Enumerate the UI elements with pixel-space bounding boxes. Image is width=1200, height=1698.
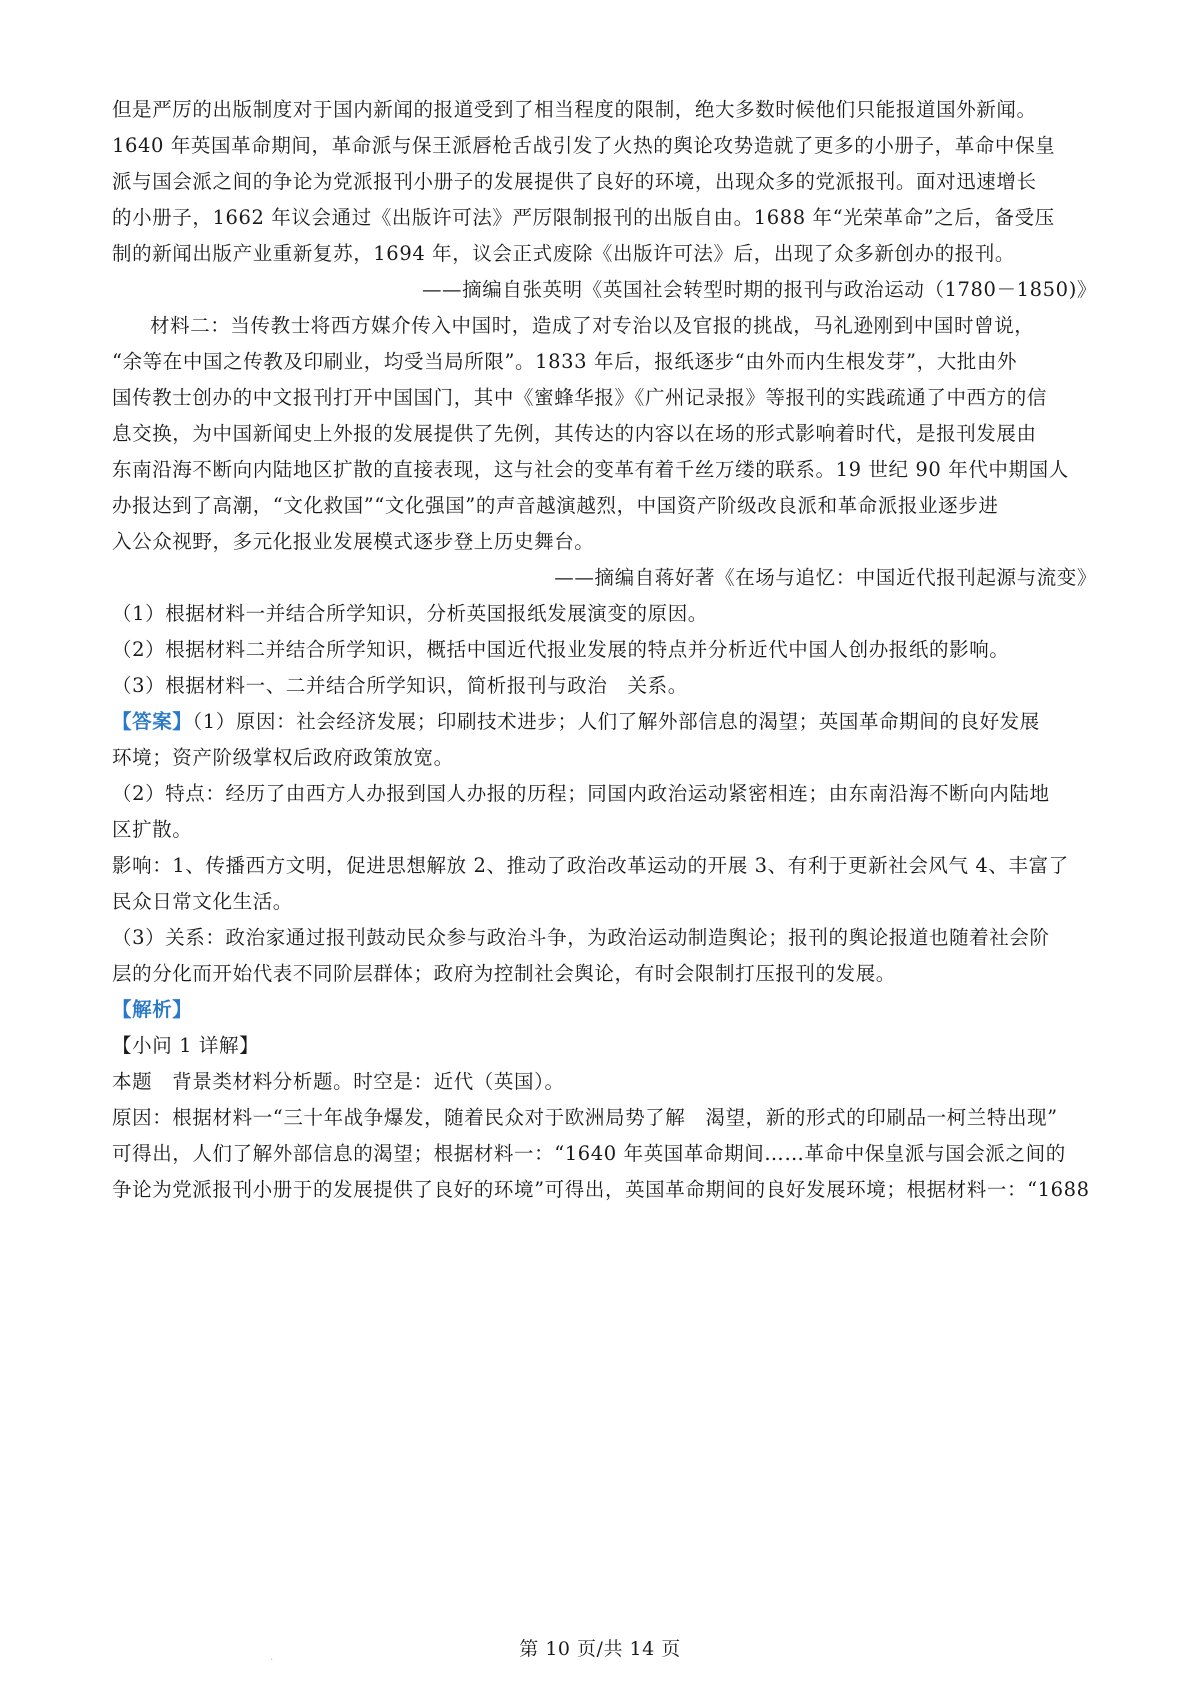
answer-line: 环境；资产阶级掌权后政府政策放宽。 xyxy=(112,746,454,769)
page-footer: 第 10 页/共 14 页 xyxy=(519,1638,681,1660)
answer-line: （2）特点：经历了由西方人办报到国人办报的历程；同国内政治运动紧密相连；由东南沿海不断向内陆地 xyxy=(112,782,1050,805)
scan-speck: · xyxy=(270,1655,274,1666)
text-line: 的小册子，1662 年议会通过《出版许可法》严厉限制报刊的出版自由。1688 年“光荣革命”之后，备受压 xyxy=(112,206,1055,229)
answer-line: （3）关系：政治家通过报刊鼓动民众参与政治斗争，为政治运动制造舆论；报刊的舆论报道也随着社会阶 xyxy=(112,926,1050,949)
text-line: 但是严厉的出版制度对于国内新闻的报道受到了相当程度的限制，绝大多数时候他们只能报道国外新闻。 xyxy=(112,98,1037,121)
text-line: “余等在中国之传教及印刷业，均受当局所限”。1833 年后，报纸逐步“由外而内生根发芽”，大批由外 xyxy=(112,350,1018,373)
text-line: 东南沿海不断向内陆地区扩散的直接表现，这与社会的变革有着千丝万缕的联系。19 世纪 90 年代中期国人 xyxy=(112,458,1069,481)
answer-line: 层的分化而开始代表不同阶层群体；政府为控制社会舆论，有时会限制打压报刊的发展。 xyxy=(112,962,896,985)
analysis-heading xyxy=(112,992,1097,1028)
analysis-line: 可得出，人们了解外部信息的渴望；根据材料一：“1640 年英国革命期间……革命中保皇派与国会派之间的 xyxy=(112,1142,1066,1165)
analysis-line: 原因：根据材料一“三十年战争爆发，随着民众对于欧洲局势了解 渴望，新的形式的印刷品一柯兰特出现” xyxy=(112,1106,1058,1129)
analysis-line: 本题 背景类材料分析题。时空是：近代（英国）。 xyxy=(112,1070,565,1093)
text-line: 办报达到了高潮，“文化救国”“文化强国”的声音越演越烈，中国资产阶级改良派和革命派报业逐步进 xyxy=(112,494,999,517)
question-1: （1）根据材料一并结合所学知识，分析英国报纸发展演变的原因。 xyxy=(112,602,708,625)
citation: ——摘编自张英明《英国社会转型时期的报刊与政治运动（1780－1850)》 xyxy=(421,278,1097,301)
text-line: 国传教士创办的中文报刊打开中国国门，其中《蜜蜂华报》《广州记录报》等报刊的实践疏通了中西方的信 xyxy=(112,386,1047,409)
text-line: 材料二：当传教士将西方媒介传入中国时，造成了对专治以及官报的挑战，马礼逊刚到中国时曾说， xyxy=(150,314,1035,337)
citation: ——摘编自蒋好著《在场与追忆：中国近代报刊起源与流变》 xyxy=(554,566,1097,589)
text-line: 入公众视野，多元化报业发展模式逐步登上历史舞台。 xyxy=(112,530,595,553)
answer-text: （1）原因：社会经济发展；印刷技术进步；人们了解外部信息的渴望；英国革命期间的良好发展 xyxy=(192,710,1040,733)
analysis-tag: 【解析】 xyxy=(112,998,193,1021)
text-line: 派与国会派之间的争论为党派报刊小册子的发展提供了良好的环境，出现众多的党派报刊。面对迅速增长 xyxy=(112,170,1037,193)
answer-line: 民众日常文化生活。 xyxy=(112,890,293,913)
answer-line-first xyxy=(112,704,1097,740)
answer-line: 区扩散。 xyxy=(112,818,193,841)
question-3: （3）根据材料一、二并结合所学知识，简析报刊与政治 关系。 xyxy=(112,674,688,697)
answer-line: 影响：1、传播西方文明，促进思想解放 2、推动了政治改革运动的开展 3、有利于更新社会风气 4、丰富了 xyxy=(112,854,1069,877)
question-2: （2）根据材料二并结合所学知识，概括中国近代报业发展的特点并分析近代中国人创办报纸的影响。 xyxy=(112,638,1010,661)
text-line: 息交换，为中国新闻史上外报的发展提供了先例，其传达的内容以在场的形式影响着时代，是报刊发展由 xyxy=(112,422,1037,445)
answer-tag: 【答案】 xyxy=(112,710,193,733)
analysis-line: 争论为党派报刊小册于的发展提供了良好的环境”可得出，英国革命期间的良好发展环境；根据材料一：“1688 xyxy=(112,1178,1090,1201)
document-body xyxy=(112,92,1097,1208)
text-line: 1640 年英国革命期间，革命派与保王派唇枪舌战引发了火热的舆论攻势造就了更多的小册子，革命中保皇 xyxy=(112,134,1056,157)
sub-question-heading: 【小问 1 详解】 xyxy=(112,1034,260,1057)
text-line: 制的新闻出版产业重新复苏，1694 年，议会正式废除《出版许可法》后，出现了众多新创办的报刊。 xyxy=(112,242,1016,265)
